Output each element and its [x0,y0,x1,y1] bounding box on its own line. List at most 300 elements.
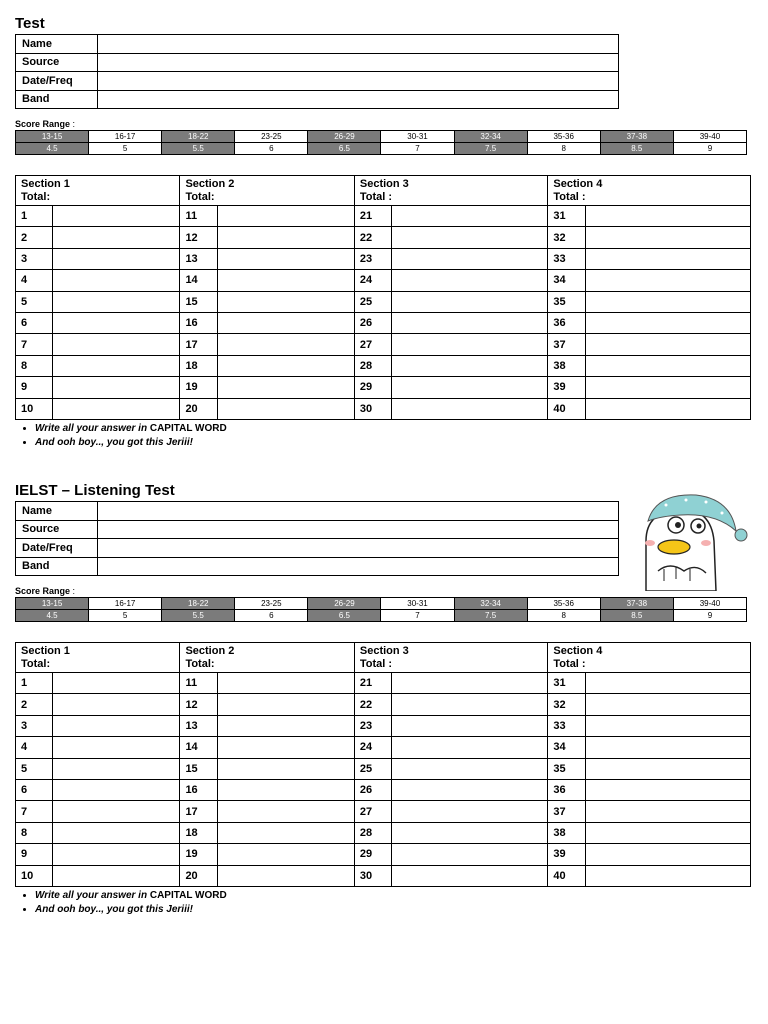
answer-row [16,715,751,736]
question-number: 8 [16,822,53,843]
section-header [16,176,180,206]
sheet-title: Test [15,15,45,32]
band-row [16,143,747,155]
band-cell: 9 [673,143,746,155]
score-range-cell: 16-17 [89,598,162,610]
question-number: 38 [548,822,585,843]
answer-cell[interactable] [217,291,354,312]
answer-cell[interactable] [53,715,180,736]
score-range-cell: 35-36 [527,598,600,610]
question-number: 34 [548,270,585,291]
question-number: 21 [354,206,391,227]
answer-cell[interactable] [391,227,547,248]
score-range-label-text: Score Range [15,119,71,129]
section-name: Section 2 [185,177,235,190]
answer-row [16,737,751,758]
score-range-table [15,130,747,155]
answer-cell[interactable] [217,801,354,822]
info-row [16,72,619,91]
score-range-cell: 32-34 [454,598,527,610]
info-field-label: Name [16,35,98,54]
duck-mascot-icon [636,491,756,591]
band-cell: 5 [89,610,162,622]
score-range-cell: 26-29 [308,131,381,143]
score-range-cell: 26-29 [308,598,381,610]
answer-cell[interactable] [391,270,547,291]
answer-cell[interactable] [585,227,751,248]
question-number: 3 [16,248,53,269]
answer-cell[interactable] [53,398,180,419]
score-range-cell: 13-15 [16,131,89,143]
info-field-label: Band [16,557,98,576]
section-name: Section 4 [553,177,603,190]
answer-cell[interactable] [391,334,547,355]
note-item [35,903,751,917]
answer-cell[interactable] [585,355,751,376]
info-field-input[interactable] [98,53,619,72]
answer-cell[interactable] [53,206,180,227]
question-number: 9 [16,844,53,865]
section-header [354,643,548,673]
answer-cell[interactable] [217,227,354,248]
answer-cell[interactable] [585,248,751,269]
section-header [16,643,180,673]
info-row [16,557,619,576]
question-number: 22 [354,227,391,248]
question-number: 29 [354,844,391,865]
answer-row [16,398,751,419]
question-number: 15 [180,291,217,312]
band-cell: 6.5 [308,610,381,622]
sheet-title: IELST – Listening Test [15,482,175,499]
score-range-cell: 35-36 [527,131,600,143]
band-cell: 7.5 [454,610,527,622]
info-row [16,539,619,558]
band-cell: 4.5 [16,610,89,622]
answer-cell[interactable] [53,694,180,715]
question-number: 9 [16,377,53,398]
score-range-cell: 30-31 [381,131,454,143]
question-number: 18 [180,355,217,376]
score-range-label-text: Score Range [15,586,71,596]
question-number: 14 [180,737,217,758]
answer-cell[interactable] [217,694,354,715]
note-italic-text: And ooh boy.., you got this Jeriii! [35,436,193,448]
question-number: 39 [548,844,585,865]
section-total: Total: [185,657,215,670]
answer-cell[interactable] [585,291,751,312]
notes-list [15,422,751,450]
info-field-input[interactable] [98,557,619,576]
answer-cell[interactable] [217,715,354,736]
question-number: 19 [180,844,217,865]
answer-row [16,822,751,843]
question-number: 20 [180,398,217,419]
info-row [16,90,619,109]
note-plain-text: CAPITAL WORD [149,889,227,901]
answer-cell[interactable] [217,758,354,779]
question-number: 12 [180,694,217,715]
answer-row [16,673,751,694]
answer-row [16,312,751,333]
answer-cell[interactable] [217,737,354,758]
band-cell: 6 [235,610,308,622]
question-number: 30 [354,398,391,419]
band-cell: 7.5 [454,143,527,155]
section-name: Section 2 [185,644,235,657]
info-field-input[interactable] [98,502,619,521]
answer-cell[interactable] [585,779,751,800]
question-number: 2 [16,694,53,715]
answer-cell[interactable] [53,355,180,376]
question-number: 13 [180,715,217,736]
question-number: 3 [16,715,53,736]
info-row [16,53,619,72]
question-number: 29 [354,377,391,398]
answer-cell[interactable] [53,312,180,333]
answer-table [15,642,751,887]
info-table [15,501,619,576]
band-cell: 9 [673,610,746,622]
info-row [16,520,619,539]
section-name: Section 1 [21,177,70,190]
note-item [35,436,751,450]
question-number: 22 [354,694,391,715]
answer-row [16,291,751,312]
band-cell: 7 [381,143,454,155]
note-italic-text: Write all your answer in [35,889,150,901]
answer-row [16,206,751,227]
band-cell: 8 [527,143,600,155]
test-sheet-1 [15,14,751,450]
info-field-label: Date/Freq [16,539,98,558]
answer-cell[interactable] [585,270,751,291]
score-range-cell: 30-31 [381,598,454,610]
note-plain-text: CAPITAL WORD [149,422,227,434]
section-header [548,176,751,206]
section-total: Total: [21,657,51,670]
answer-row [16,377,751,398]
answer-row [16,801,751,822]
note-item [35,422,751,436]
answer-cell[interactable] [585,801,751,822]
answer-cell[interactable] [53,758,180,779]
answer-cell[interactable] [217,377,354,398]
answer-cell[interactable] [391,779,547,800]
answer-cell[interactable] [217,312,354,333]
answer-row [16,865,751,886]
score-range-cell: 16-17 [89,131,162,143]
note-italic-text: Write all your answer in [35,422,150,434]
info-field-input[interactable] [98,72,619,91]
question-number: 17 [180,801,217,822]
question-number: 16 [180,312,217,333]
question-number: 5 [16,758,53,779]
score-range-label [15,119,751,130]
question-number: 14 [180,270,217,291]
score-range-cell: 32-34 [454,131,527,143]
question-number: 40 [548,865,585,886]
answer-cell[interactable] [391,398,547,419]
question-number: 36 [548,312,585,333]
section-header [180,643,354,673]
section-total: Total : [553,190,586,203]
question-number: 38 [548,355,585,376]
band-cell: 6.5 [308,143,381,155]
answer-cell[interactable] [217,248,354,269]
section-name: Section 4 [553,644,603,657]
score-range-colon: : [70,119,76,129]
answer-cell[interactable] [217,270,354,291]
question-number: 33 [548,715,585,736]
answer-cell[interactable] [53,844,180,865]
band-cell: 5 [89,143,162,155]
question-number: 23 [354,248,391,269]
answer-cell[interactable] [585,737,751,758]
answer-cell[interactable] [53,865,180,886]
answer-cell[interactable] [391,865,547,886]
band-cell: 5.5 [162,143,235,155]
question-number: 30 [354,865,391,886]
answer-cell[interactable] [217,844,354,865]
question-number: 12 [180,227,217,248]
answer-cell[interactable] [585,865,751,886]
info-row [16,35,619,54]
question-number: 6 [16,779,53,800]
answer-cell[interactable] [217,673,354,694]
answer-cell[interactable] [391,801,547,822]
info-field-input[interactable] [98,90,619,109]
answer-row [16,270,751,291]
question-number: 17 [180,334,217,355]
answer-cell[interactable] [53,779,180,800]
band-cell: 7 [381,610,454,622]
question-number: 36 [548,779,585,800]
note-item [35,889,751,903]
answer-cell[interactable] [53,227,180,248]
question-number: 28 [354,355,391,376]
answer-cell[interactable] [391,844,547,865]
question-number: 32 [548,694,585,715]
info-row [16,502,619,521]
answer-cell[interactable] [391,206,547,227]
answer-cell[interactable] [217,334,354,355]
score-range-colon: : [70,586,76,596]
band-cell: 6 [235,143,308,155]
question-number: 16 [180,779,217,800]
answer-cell[interactable] [585,694,751,715]
question-number: 4 [16,737,53,758]
info-field-input[interactable] [98,520,619,539]
question-number: 40 [548,398,585,419]
info-field-label: Source [16,520,98,539]
score-range-table [15,597,747,622]
question-number: 27 [354,801,391,822]
answer-cell[interactable] [391,355,547,376]
question-number: 2 [16,227,53,248]
answer-row [16,355,751,376]
score-range-cell: 37-38 [600,598,673,610]
question-number: 11 [180,673,217,694]
question-number: 7 [16,334,53,355]
question-number: 31 [548,206,585,227]
answer-cell[interactable] [391,312,547,333]
answer-cell[interactable] [585,312,751,333]
question-number: 15 [180,758,217,779]
section-header [354,176,548,206]
band-cell: 8.5 [600,610,673,622]
question-number: 35 [548,291,585,312]
score-range-cell: 18-22 [162,131,235,143]
answer-row [16,758,751,779]
score-range-cell: 39-40 [673,131,746,143]
section-header [548,643,751,673]
score-range-row [16,131,747,143]
band-cell: 5.5 [162,610,235,622]
question-number: 7 [16,801,53,822]
section-name: Section 3 [359,177,409,190]
score-range-cell: 23-25 [235,131,308,143]
answer-row [16,334,751,355]
question-number: 19 [180,377,217,398]
question-number: 31 [548,673,585,694]
answer-cell[interactable] [391,291,547,312]
answer-cell[interactable] [391,248,547,269]
answer-cell[interactable] [391,737,547,758]
answer-row [16,779,751,800]
answer-cell[interactable] [217,398,354,419]
band-row [16,610,747,622]
question-number: 27 [354,334,391,355]
question-number: 10 [16,865,53,886]
answer-table [15,175,751,420]
answer-cell[interactable] [53,737,180,758]
note-italic-text: And ooh boy.., you got this Jeriii! [35,903,193,915]
band-cell: 4.5 [16,143,89,155]
question-number: 6 [16,312,53,333]
question-number: 10 [16,398,53,419]
question-number: 25 [354,291,391,312]
question-number: 5 [16,291,53,312]
info-field-label: Date/Freq [16,72,98,91]
answer-cell[interactable] [391,377,547,398]
question-number: 23 [354,715,391,736]
question-number: 20 [180,865,217,886]
score-range-cell: 39-40 [673,598,746,610]
answer-cell[interactable] [217,206,354,227]
question-number: 26 [354,312,391,333]
answer-cell[interactable] [585,673,751,694]
section-total: Total : [359,657,393,670]
question-number: 32 [548,227,585,248]
info-field-input[interactable] [98,35,619,54]
answer-cell[interactable] [53,377,180,398]
answer-cell[interactable] [53,270,180,291]
answer-cell[interactable] [585,398,751,419]
question-number: 1 [16,673,53,694]
question-number: 8 [16,355,53,376]
section-header [180,176,354,206]
answer-cell[interactable] [585,377,751,398]
answer-cell[interactable] [391,822,547,843]
answer-cell[interactable] [391,758,547,779]
info-field-label: Source [16,53,98,72]
section-name: Section 1 [21,644,70,657]
notes-list [15,889,751,917]
band-cell: 8.5 [600,143,673,155]
score-range-row [16,598,747,610]
section-header-row [16,643,751,673]
score-range-cell: 23-25 [235,598,308,610]
score-range-cell: 18-22 [162,598,235,610]
answer-cell[interactable] [217,822,354,843]
question-number: 37 [548,334,585,355]
section-total: Total : [359,190,393,203]
info-field-label: Band [16,90,98,109]
section-total: Total: [185,190,215,203]
question-number: 1 [16,206,53,227]
question-number: 24 [354,270,391,291]
question-number: 33 [548,248,585,269]
answer-cell[interactable] [585,822,751,843]
section-total: Total : [553,657,586,670]
answer-row [16,844,751,865]
answer-cell[interactable] [53,801,180,822]
question-number: 34 [548,737,585,758]
score-range-cell: 37-38 [600,131,673,143]
answer-cell[interactable] [585,844,751,865]
question-number: 28 [354,822,391,843]
section-header-row [16,176,751,206]
score-range-cell: 13-15 [16,598,89,610]
question-number: 4 [16,270,53,291]
question-number: 25 [354,758,391,779]
answer-cell[interactable] [53,248,180,269]
answer-cell[interactable] [585,206,751,227]
answer-cell[interactable] [53,673,180,694]
answer-row [16,248,751,269]
answer-cell[interactable] [391,673,547,694]
question-number: 37 [548,801,585,822]
section-name: Section 3 [359,644,409,657]
question-number: 39 [548,377,585,398]
answer-cell[interactable] [217,865,354,886]
answer-cell[interactable] [585,334,751,355]
answer-cell[interactable] [585,715,751,736]
info-field-label: Name [16,502,98,521]
band-cell: 8 [527,610,600,622]
answer-cell[interactable] [217,779,354,800]
info-field-input[interactable] [98,539,619,558]
question-number: 13 [180,248,217,269]
answer-cell[interactable] [391,694,547,715]
section-total: Total: [21,190,51,203]
answer-cell[interactable] [53,291,180,312]
question-number: 21 [354,673,391,694]
question-number: 11 [180,206,217,227]
answer-cell[interactable] [391,715,547,736]
answer-cell[interactable] [53,334,180,355]
answer-cell[interactable] [217,355,354,376]
question-number: 24 [354,737,391,758]
answer-cell[interactable] [585,758,751,779]
answer-cell[interactable] [53,822,180,843]
question-number: 26 [354,779,391,800]
question-number: 18 [180,822,217,843]
question-number: 35 [548,758,585,779]
answer-row [16,694,751,715]
info-table [15,34,619,109]
